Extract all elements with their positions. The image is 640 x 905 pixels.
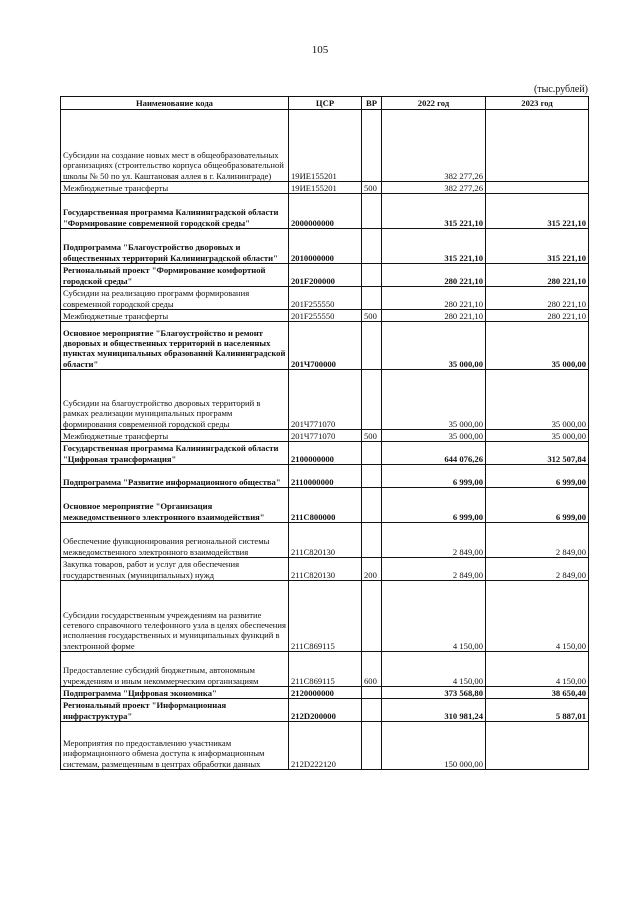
row-2022-cell: 373 568,80 [382, 687, 486, 699]
row-code-cell: 201F200000 [289, 264, 362, 287]
row-code-cell: 211C800000 [289, 488, 362, 523]
table-row [61, 699, 589, 722]
table-row [61, 687, 589, 699]
row-2023-cell: 280 221,10 [486, 287, 589, 310]
row-code-cell: 201F255550 [289, 310, 362, 322]
row-vr-cell [362, 264, 382, 287]
table-row [61, 558, 589, 581]
row-code-cell: 212D222120 [289, 722, 362, 770]
row-name-cell: Основное мероприятие "Благоустройство и ремонт дворовых и общественных территорий в населенных пунктах муниципальных образований Калининградской области" [61, 322, 289, 370]
row-name-cell: Региональный проект "Информационная инфраструктура" [61, 699, 289, 722]
row-2022-cell: 382 277,26 [382, 182, 486, 194]
row-2022-cell: 4 150,00 [382, 652, 486, 687]
row-2022-cell: 35 000,00 [382, 322, 486, 370]
row-name-cell: Предоставление субсидий бюджетным, автономным учреждениям и иным некоммерческим организациям [61, 652, 289, 687]
header-2022: 2022 год [382, 97, 486, 110]
header-vr: ВР [362, 97, 382, 110]
row-vr-cell: 500 [362, 182, 382, 194]
row-vr-cell: 200 [362, 558, 382, 581]
row-2022-cell: 382 277,26 [382, 110, 486, 182]
row-name-cell: Межбюджетные трансферты [61, 310, 289, 322]
row-name-cell: Субсидии государственным учреждениям на развитие сетевого справочного телефонного узла в целях обеспечения исполнения государственных и муниципальных функций в электронной форме [61, 581, 289, 652]
row-2023-cell: 38 650,40 [486, 687, 589, 699]
row-vr-cell [362, 523, 382, 558]
header-code: ЦСР [289, 97, 362, 110]
row-2022-cell: 35 000,00 [382, 370, 486, 430]
row-2023-cell: 2 849,00 [486, 558, 589, 581]
budget-table [60, 96, 589, 770]
row-code-cell: 211C820130 [289, 558, 362, 581]
row-2022-cell: 644 076,26 [382, 442, 486, 465]
row-2022-cell: 315 221,10 [382, 194, 486, 229]
row-2023-cell: 280 221,10 [486, 264, 589, 287]
table-row [61, 264, 589, 287]
row-2023-cell: 35 000,00 [486, 322, 589, 370]
row-name-cell: Региональный проект "Формирование комфортной городской среды" [61, 264, 289, 287]
row-2022-cell: 150 000,00 [382, 722, 486, 770]
row-2023-cell [486, 110, 589, 182]
row-code-cell: 201Ч771070 [289, 370, 362, 430]
table-row [61, 110, 589, 182]
row-vr-cell: 500 [362, 430, 382, 442]
row-code-cell: 211C869115 [289, 652, 362, 687]
row-name-cell: Обеспечение функционирования региональной системы межведомственного электронного взаимодействия [61, 523, 289, 558]
row-vr-cell [362, 287, 382, 310]
row-code-cell: 211C820130 [289, 523, 362, 558]
row-2022-cell: 280 221,10 [382, 287, 486, 310]
row-vr-cell [362, 581, 382, 652]
row-2023-cell: 315 221,10 [486, 229, 589, 264]
row-vr-cell [362, 229, 382, 264]
row-name-cell: Мероприятия по предоставлению участникам информационного обмена доступа к информационным системам, размещенным в центрах обработки данных [61, 722, 289, 770]
row-name-cell: Подпрограмма "Благоустройство дворовых и общественных территорий Калининградской области" [61, 229, 289, 264]
row-name-cell: Субсидии на создание новых мест в общеобразовательных организациях (строительство корпуса общеобразовательной школы № 50 по ул. Каштановая аллея в г. Калининграде) [61, 110, 289, 182]
row-vr-cell [362, 488, 382, 523]
table-row [61, 229, 589, 264]
table-row [61, 722, 589, 770]
table-row [61, 465, 589, 488]
row-2023-cell: 35 000,00 [486, 370, 589, 430]
row-2022-cell: 2 849,00 [382, 523, 486, 558]
header-2023: 2023 год [486, 97, 589, 110]
row-code-cell: 211C869115 [289, 581, 362, 652]
table-row [61, 523, 589, 558]
row-2022-cell: 315 221,10 [382, 229, 486, 264]
row-2022-cell: 280 221,10 [382, 264, 486, 287]
table-row [61, 370, 589, 430]
row-code-cell: 19ИЕ155201 [289, 110, 362, 182]
row-2023-cell: 5 887,01 [486, 699, 589, 722]
table-row [61, 442, 589, 465]
row-2023-cell: 6 999,00 [486, 465, 589, 488]
row-2023-cell [486, 722, 589, 770]
row-vr-cell [362, 194, 382, 229]
row-vr-cell [362, 687, 382, 699]
table-row [61, 581, 589, 652]
row-2023-cell [486, 182, 589, 194]
row-2022-cell: 2 849,00 [382, 558, 486, 581]
row-code-cell: 2100000000 [289, 442, 362, 465]
row-code-cell: 2120000000 [289, 687, 362, 699]
table-row [61, 287, 589, 310]
row-name-cell: Подпрограмма "Развитие информационного общества" [61, 465, 289, 488]
table-row [61, 322, 589, 370]
row-name-cell: Государственная программа Калининградской области "Формирование современной городской среды" [61, 194, 289, 229]
row-2023-cell: 4 150,00 [486, 652, 589, 687]
table-row [61, 310, 589, 322]
row-name-cell: Субсидии на реализацию программ формирования современной городской среды [61, 287, 289, 310]
row-vr-cell: 600 [362, 652, 382, 687]
row-name-cell: Субсидии на благоустройство дворовых территорий в рамках реализации муниципальных программ формирования современной городской среды [61, 370, 289, 430]
table-row [61, 488, 589, 523]
row-name-cell: Основное мероприятие "Организация межведомственного электронного взаимодействия" [61, 488, 289, 523]
row-2022-cell: 280 221,10 [382, 310, 486, 322]
row-2023-cell: 312 507,84 [486, 442, 589, 465]
row-2022-cell: 6 999,00 [382, 465, 486, 488]
row-2023-cell: 2 849,00 [486, 523, 589, 558]
row-2023-cell: 315 221,10 [486, 194, 589, 229]
table-header-row [61, 97, 589, 110]
page-number: 105 [311, 44, 329, 56]
row-2023-cell: 280 221,10 [486, 310, 589, 322]
row-name-cell: Закупка товаров, работ и услуг для обеспечения государственных (муниципальных) нужд [61, 558, 289, 581]
row-code-cell: 2110000000 [289, 465, 362, 488]
row-2022-cell: 4 150,00 [382, 581, 486, 652]
row-2022-cell: 310 981,24 [382, 699, 486, 722]
table-row [61, 194, 589, 229]
row-code-cell: 212D200000 [289, 699, 362, 722]
row-code-cell: 201Ч700000 [289, 322, 362, 370]
unit-label: (тыс.рублей) [533, 84, 588, 95]
row-name-cell: Государственная программа Калининградской области "Цифровая трансформация" [61, 442, 289, 465]
row-code-cell: 2010000000 [289, 229, 362, 264]
row-vr-cell [362, 699, 382, 722]
row-code-cell: 201F255550 [289, 287, 362, 310]
row-name-cell: Межбюджетные трансферты [61, 182, 289, 194]
table-body [61, 110, 589, 770]
row-2023-cell: 4 150,00 [486, 581, 589, 652]
row-name-cell: Межбюджетные трансферты [61, 430, 289, 442]
table-row [61, 430, 589, 442]
row-2023-cell: 6 999,00 [486, 488, 589, 523]
row-vr-cell [362, 722, 382, 770]
row-2022-cell: 6 999,00 [382, 488, 486, 523]
row-vr-cell: 500 [362, 310, 382, 322]
row-2023-cell: 35 000,00 [486, 430, 589, 442]
header-name: Наименование кода [61, 97, 289, 110]
row-vr-cell [362, 370, 382, 430]
row-code-cell: 2000000000 [289, 194, 362, 229]
row-vr-cell [362, 110, 382, 182]
row-vr-cell [362, 442, 382, 465]
row-2022-cell: 35 000,00 [382, 430, 486, 442]
row-vr-cell [362, 322, 382, 370]
row-name-cell: Подпрограмма "Цифровая экономика" [61, 687, 289, 699]
row-code-cell: 201Ч771070 [289, 430, 362, 442]
row-code-cell: 19ИЕ155201 [289, 182, 362, 194]
table-row [61, 652, 589, 687]
row-vr-cell [362, 465, 382, 488]
table-row [61, 182, 589, 194]
